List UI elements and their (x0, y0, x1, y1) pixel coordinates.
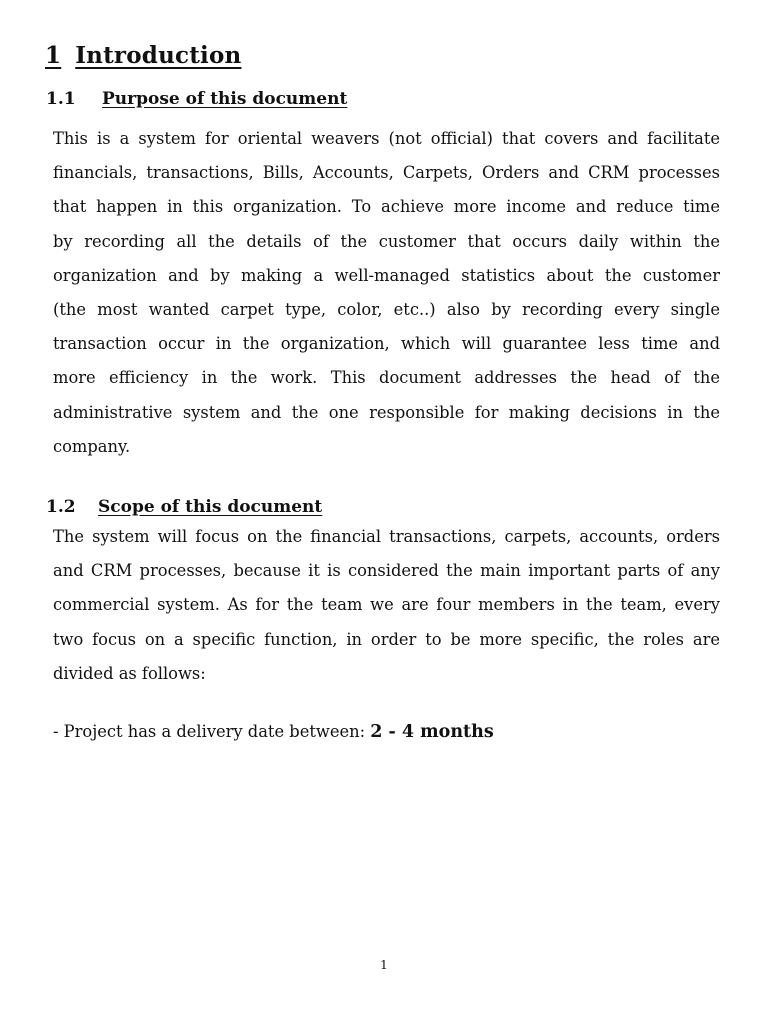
paragraph-line: (the most wanted carpet type, color, etc..) also by recording every single (53, 299, 720, 319)
section-number: 1 (45, 42, 62, 69)
subsection-title: Scope of this document (98, 497, 323, 517)
paragraph-line: divided as follows: (53, 663, 206, 683)
paragraph-line: that happen in this organization. To achieve more income and reduce time (53, 197, 720, 217)
paragraph-line: organization and by making a well-managed statistics about the customer (53, 265, 720, 285)
paragraph-line: The system will focus on the financial transactions, carpets, accounts, orders (53, 527, 720, 546)
paragraph-line: administrative system and the one responsible for making decisions in the (53, 402, 720, 422)
subsection-heading-scope (46, 497, 322, 517)
section-title: Introduction (75, 42, 242, 69)
paragraph-line: company. (53, 436, 131, 456)
paragraph-line: transaction occur in the organization, which will guarantee less time and (53, 334, 720, 354)
page-number: 1 (380, 958, 388, 972)
subsection-title: Purpose of this document (102, 89, 348, 109)
paragraph-line: commercial system. As for the team we are four members in the team, every (53, 595, 720, 615)
paragraph-line: This is a system for oriental weavers (not official) that covers and facilitate (53, 129, 720, 148)
paragraph-line: more efficiency in the work. This document addresses the head of the (53, 368, 720, 388)
subsection-number: 1.1 (46, 89, 76, 109)
paragraph-line: financials, transactions, Bills, Accounts, Carpets, Orders and CRM processes (53, 163, 720, 183)
purpose-paragraph (53, 122, 720, 464)
delivery-date-label: - Project has a delivery date between: (53, 722, 371, 741)
delivery-date-value: 2 - 4 months (370, 722, 494, 742)
paragraph-line: two focus on a specific function, in order to be more specific, the roles are (53, 629, 720, 649)
delivery-date-item (53, 722, 494, 742)
paragraph-line: by recording all the details of the customer that occurs daily within the (53, 231, 720, 251)
paragraph-line: and CRM processes, because it is considered the main important parts of any (53, 561, 720, 581)
scope-paragraph (53, 520, 720, 691)
subsection-number: 1.2 (46, 497, 76, 517)
subsection-heading-purpose (46, 89, 347, 109)
section-heading (45, 42, 241, 69)
